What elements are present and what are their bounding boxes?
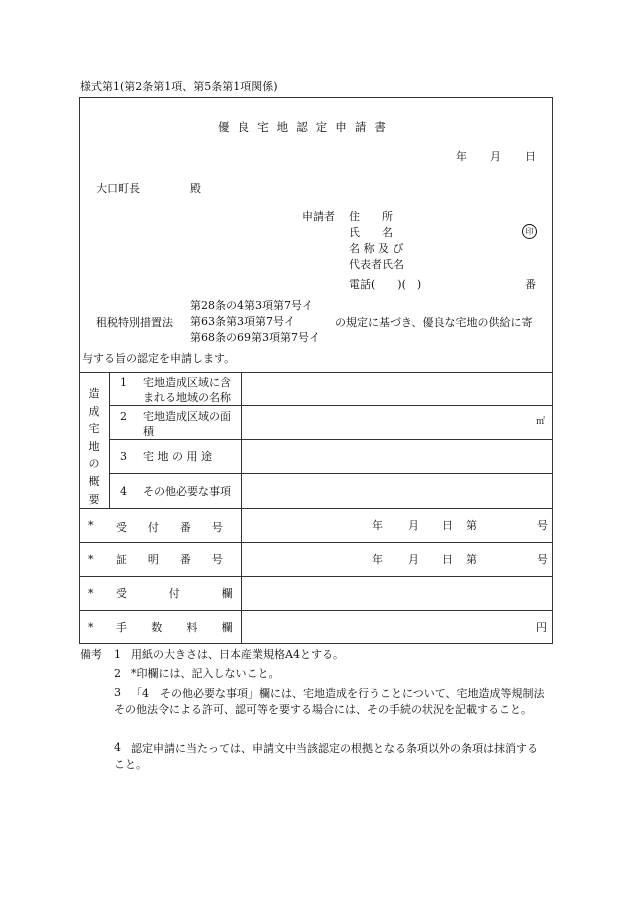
- overview-row-3-no: 3: [120, 450, 127, 463]
- overview-row-1-no: 1: [120, 376, 127, 389]
- request-text-2: 与する旨の認定を申請します。: [82, 352, 236, 365]
- cert-go: 号: [537, 553, 548, 566]
- law-article-2: 第63条第3項第7号イ: [190, 315, 295, 328]
- date-month: 月: [490, 150, 501, 163]
- receipt-number-label-text: 受付番号: [116, 521, 244, 534]
- area-unit: ㎡: [536, 417, 546, 427]
- cert-year: 年: [372, 553, 383, 566]
- receipt-go: 号: [537, 519, 548, 532]
- corp-label-2: 代表者氏名: [349, 258, 404, 271]
- name-label: 氏 名: [349, 226, 393, 239]
- notes-heading: 備考: [80, 648, 102, 661]
- applicant-label: 申請者: [302, 210, 335, 223]
- cert-month: 月: [408, 553, 419, 566]
- overview-row-3-label: 宅 地 の 用 途: [143, 450, 212, 463]
- addressee-suffix: 殿: [190, 182, 201, 195]
- law-article-3: 第68条の69第3項第7号イ: [190, 331, 320, 344]
- phone-suffix: 番: [525, 278, 536, 291]
- form-number: 様式第1(第2条第1項、第5条第1項関係): [80, 80, 278, 93]
- note-4-no: 4: [114, 741, 121, 754]
- form-title: 優良宅地認定申請書: [218, 120, 394, 134]
- receipt-month: 月: [408, 519, 419, 532]
- overview-row-4-no: 4: [120, 485, 127, 498]
- overview-row-2-no: 2: [120, 410, 127, 423]
- fee-column-label: 手数料欄: [116, 621, 257, 634]
- note-4-text: 認定申請に当たっては、申請文中当該認定の根拠となる条項以外の条項は抹消すること。: [114, 742, 538, 771]
- date-year: 年: [456, 150, 467, 163]
- office-row-1-mark: *: [88, 519, 94, 532]
- note-3-no: 3: [114, 686, 121, 699]
- request-text-1: の規定に基づき、優良な宅地の供給に寄: [335, 316, 533, 329]
- note-2-no: 2: [114, 667, 121, 680]
- fee-unit: 円: [536, 621, 547, 634]
- note-2-text: *印欄には、記入しないこと。: [131, 667, 280, 680]
- note-1-no: 1: [114, 648, 121, 661]
- addressee-name: 大口町長: [96, 182, 140, 195]
- receipt-column-label: 受付欄: [116, 587, 275, 600]
- overview-row-4-label: その他必要な事項: [143, 485, 231, 498]
- receipt-number-label: [116, 519, 244, 535]
- office-row-2-mark: *: [88, 553, 94, 566]
- phone-label: 電話( )( ): [349, 278, 422, 291]
- office-row-3-mark: *: [88, 587, 94, 600]
- overview-row-2-label: 宅地造成区域の面積: [143, 410, 231, 438]
- overview-side-label: 造成宅地の概要: [88, 387, 100, 506]
- law-article-1: 第28条の4第3項第7号イ: [190, 299, 313, 312]
- cert-dai: 第: [466, 553, 477, 566]
- note-3-text: 「4 その他必要な事項」欄には、宅地造成を行うことについて、宅地造成等規制法その他法令による許可、認可等を要する場合には、その手続の状況を記載すること。: [114, 687, 545, 716]
- overview-row-1-label: 宅地造成区域に含まれる地域の名称: [143, 376, 231, 404]
- date-day: 日: [525, 150, 536, 163]
- note-1-text: 用紙の大きさは、日本産業規格A4とする。: [131, 648, 344, 661]
- receipt-year: 年: [372, 519, 383, 532]
- receipt-day: 日: [442, 519, 453, 532]
- receipt-dai: 第: [466, 519, 477, 532]
- address-label: 住 所: [349, 210, 393, 223]
- certificate-number-label: 証明番号: [116, 553, 244, 566]
- office-row-4-mark: *: [88, 621, 94, 634]
- law-name: 租税特別措置法: [96, 316, 173, 329]
- cert-day: 日: [442, 553, 453, 566]
- seal-icon: 印: [522, 224, 537, 239]
- corp-label-1: 名 称 及 び: [349, 242, 404, 255]
